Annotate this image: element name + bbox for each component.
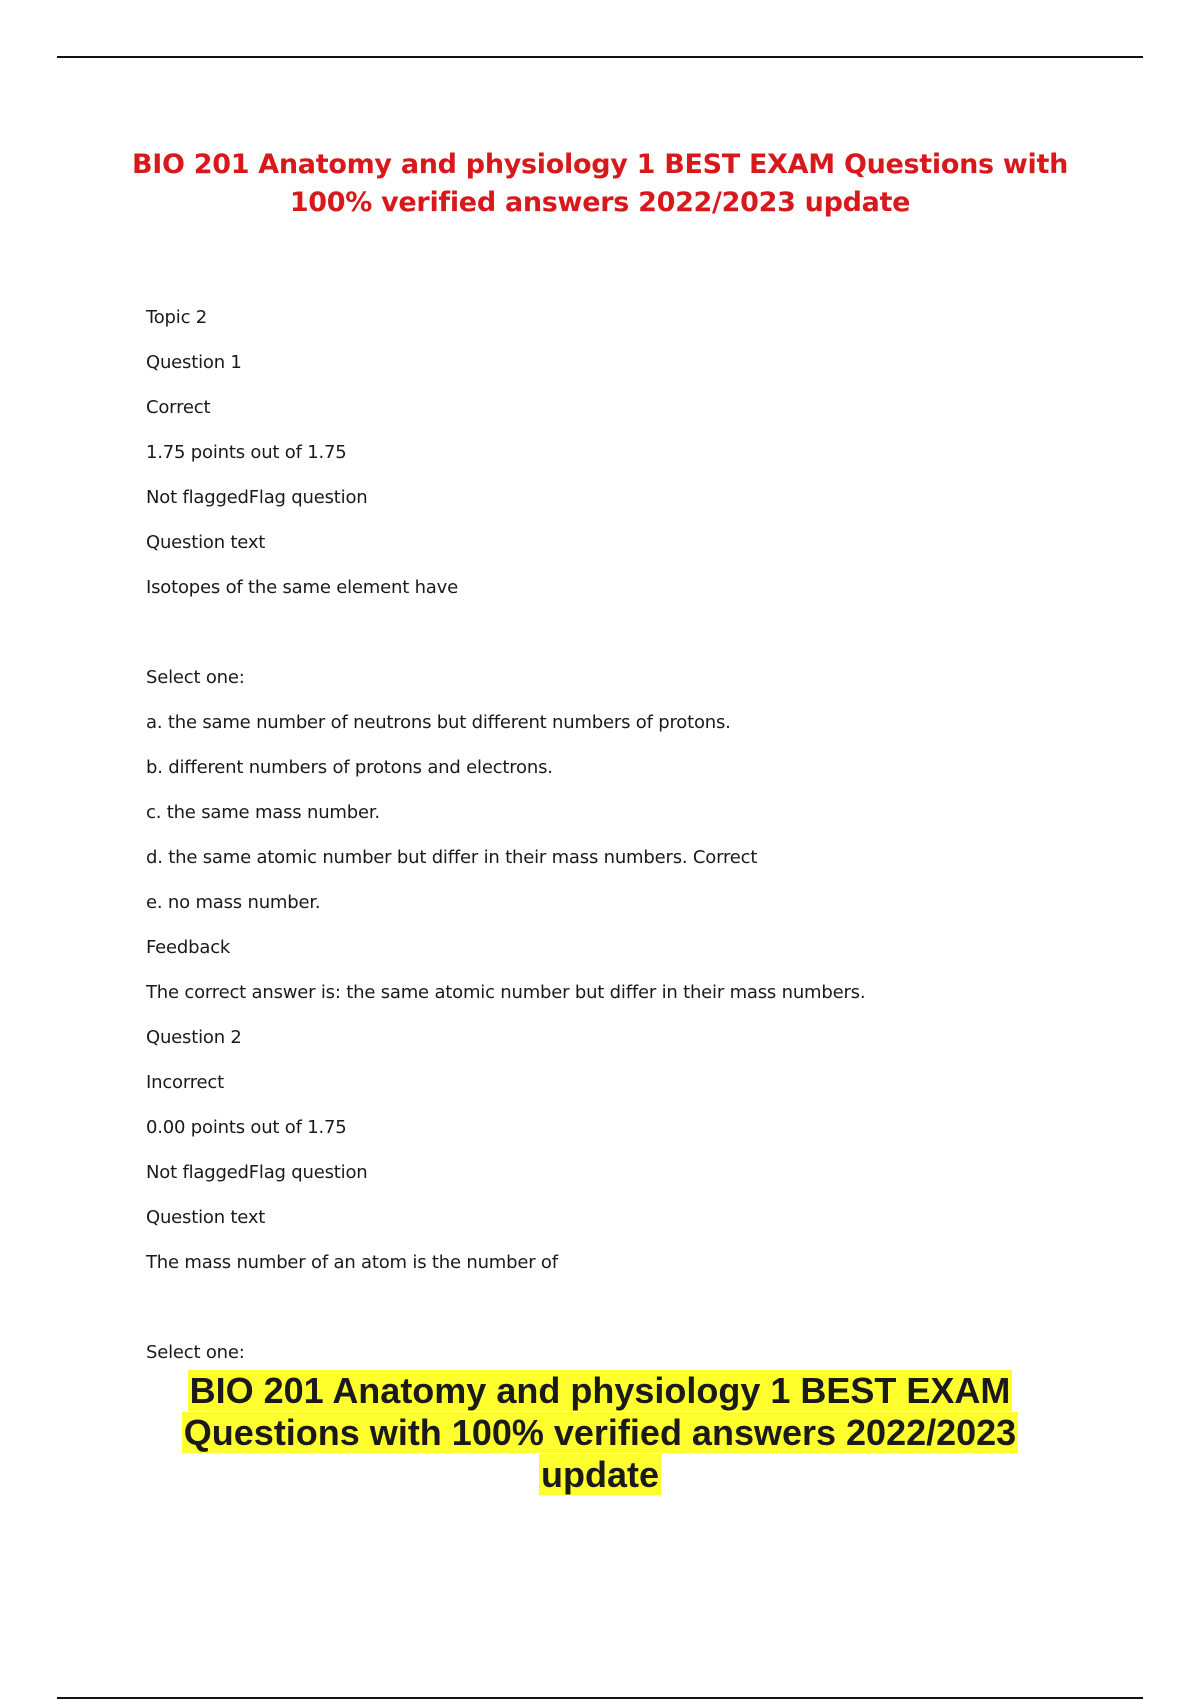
highlighted-title-text: BIO 201 Anatomy and physiology 1 BEST EXAM Questions with 100% verified answers 2022/2023 update — [183, 1370, 1017, 1495]
question-1-text: Isotopes of the same element have — [146, 577, 458, 598]
question-1-flag: Not flaggedFlag question — [146, 487, 368, 508]
question-1-text-heading: Question text — [146, 532, 266, 553]
question-2-select-prompt: Select one: — [146, 1342, 245, 1363]
question-1-label: Question 1 — [146, 352, 242, 373]
page-bottom-rule — [57, 1697, 1143, 1699]
question-1-option-b: b. different numbers of protons and electrons. — [146, 757, 553, 778]
question-1-status: Correct — [146, 397, 211, 418]
question-1-option-a: a. the same number of neutrons but different numbers of protons. — [146, 712, 731, 733]
question-2-flag: Not flaggedFlag question — [146, 1162, 368, 1183]
question-1-option-c: c. the same mass number. — [146, 802, 380, 823]
document-body — [146, 302, 1106, 1382]
highlighted-title-banner — [140, 1370, 1060, 1496]
question-1-feedback-heading: Feedback — [146, 937, 231, 958]
question-2-text: The mass number of an atom is the number of — [146, 1252, 558, 1273]
question-2-status: Incorrect — [146, 1072, 224, 1093]
question-2-label: Question 2 — [146, 1027, 242, 1048]
question-1-option-d: d. the same atomic number but differ in their mass numbers. Correct — [146, 847, 758, 868]
page-top-rule — [57, 56, 1143, 58]
question-1-select-prompt: Select one: — [146, 667, 245, 688]
question-2-text-heading: Question text — [146, 1207, 266, 1228]
topic-label: Topic 2 — [146, 307, 208, 328]
question-2-points: 0.00 points out of 1.75 — [146, 1117, 347, 1138]
question-1-feedback: The correct answer is: the same atomic number but differ in their mass numbers. — [146, 982, 866, 1003]
document-title: BIO 201 Anatomy and physiology 1 BEST EXAM Questions with 100% verified answers 2022/2023 update — [131, 149, 1069, 218]
question-1-option-e: e. no mass number. — [146, 892, 321, 913]
question-1-points: 1.75 points out of 1.75 — [146, 442, 347, 463]
